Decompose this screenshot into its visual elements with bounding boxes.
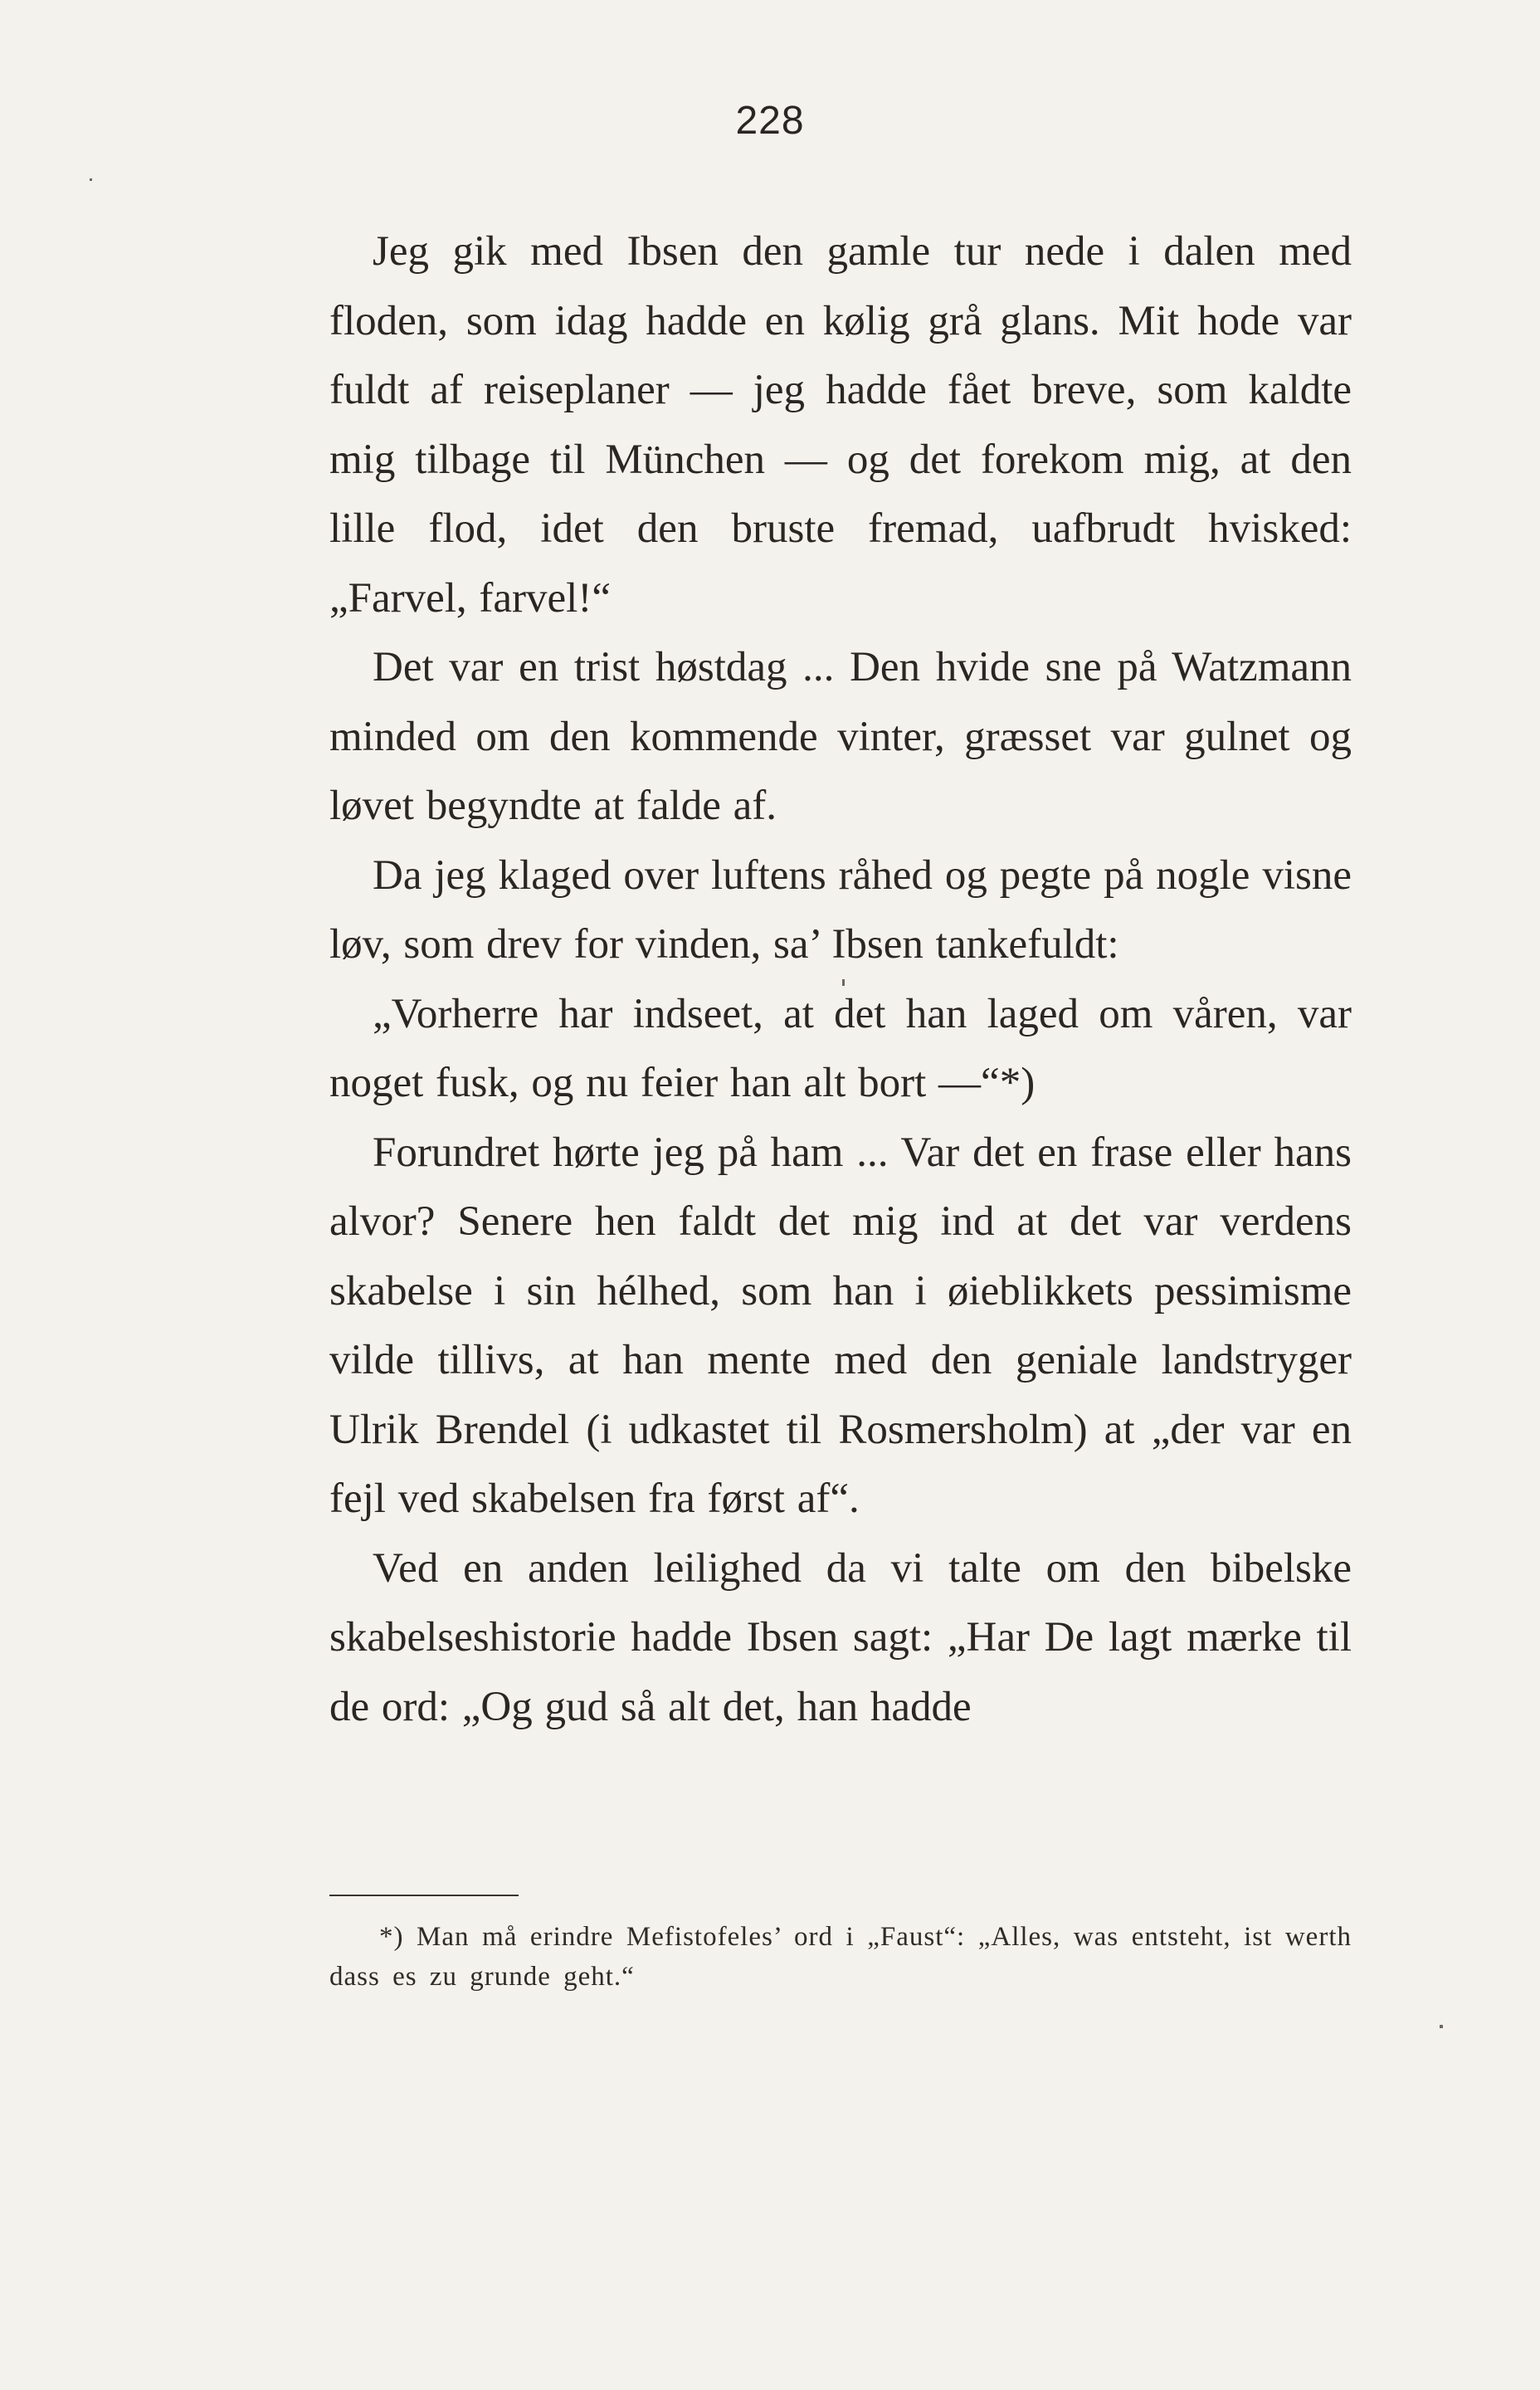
footnote-rule <box>329 1895 519 1896</box>
footnote <box>329 1917 1352 1997</box>
paragraph-4: „Vorherre har indseet, at det han laged om våren, var noget fusk, og nu feier han alt bort —“*) <box>329 990 1352 1106</box>
paragraph-1: Jeg gik med Ibsen den gamle tur nede i dalen med floden, som idag hadde en kølig grå glans. Mit hode var fuldt af reiseplaner — jeg hadde fået breve, som kaldte mig tilbage til München — og det forekom mig, at den lille flod, idet den bruste fremad, uafbrudt hvisked: „Farvel, farvel!“ <box>329 228 1352 622</box>
page-number: 228 <box>735 99 805 143</box>
scan-speck <box>842 979 845 986</box>
scan-speck <box>90 178 92 181</box>
paragraph-3: Da jeg klaged over luftens råhed og pegte på nogle visne løv, som drev for vinden, sa’ Ibsen tankefuldt: <box>329 851 1352 968</box>
paragraph-6: Ved en anden leilighed da vi talte om den bibelske skabelseshistorie hadde Ibsen sagt: „Har De lagt mærke til de ord: „Og gud så alt det, han hadde <box>329 1544 1352 1730</box>
body-text <box>329 217 1352 1742</box>
footnote-text: *) Man må erindre Mefistofeles’ ord i „Faust“: „Alles, was entsteht, ist werth dass es zu grunde geht.“ <box>329 1922 1352 1992</box>
paragraph-5: Forundret hørte jeg på ham ... Var det en frase eller hans alvor? Senere hen faldt det mig ind at det var verdens skabelse i sin hélhed, som han i øieblikkets pessimisme vilde tillivs, at han mente med den geniale landstryger Ulrik Brendel (i udkastet til Rosmersholm) at „der var en fejl ved skabelsen fra først af“. <box>329 1129 1352 1522</box>
scan-speck <box>1440 2025 1443 2028</box>
paragraph-2: Det var en trist høstdag ... Den hvide sne på Watzmann minded om den kommende vinter, græsset var gulnet og løvet begyndte at falde af. <box>329 644 1352 829</box>
